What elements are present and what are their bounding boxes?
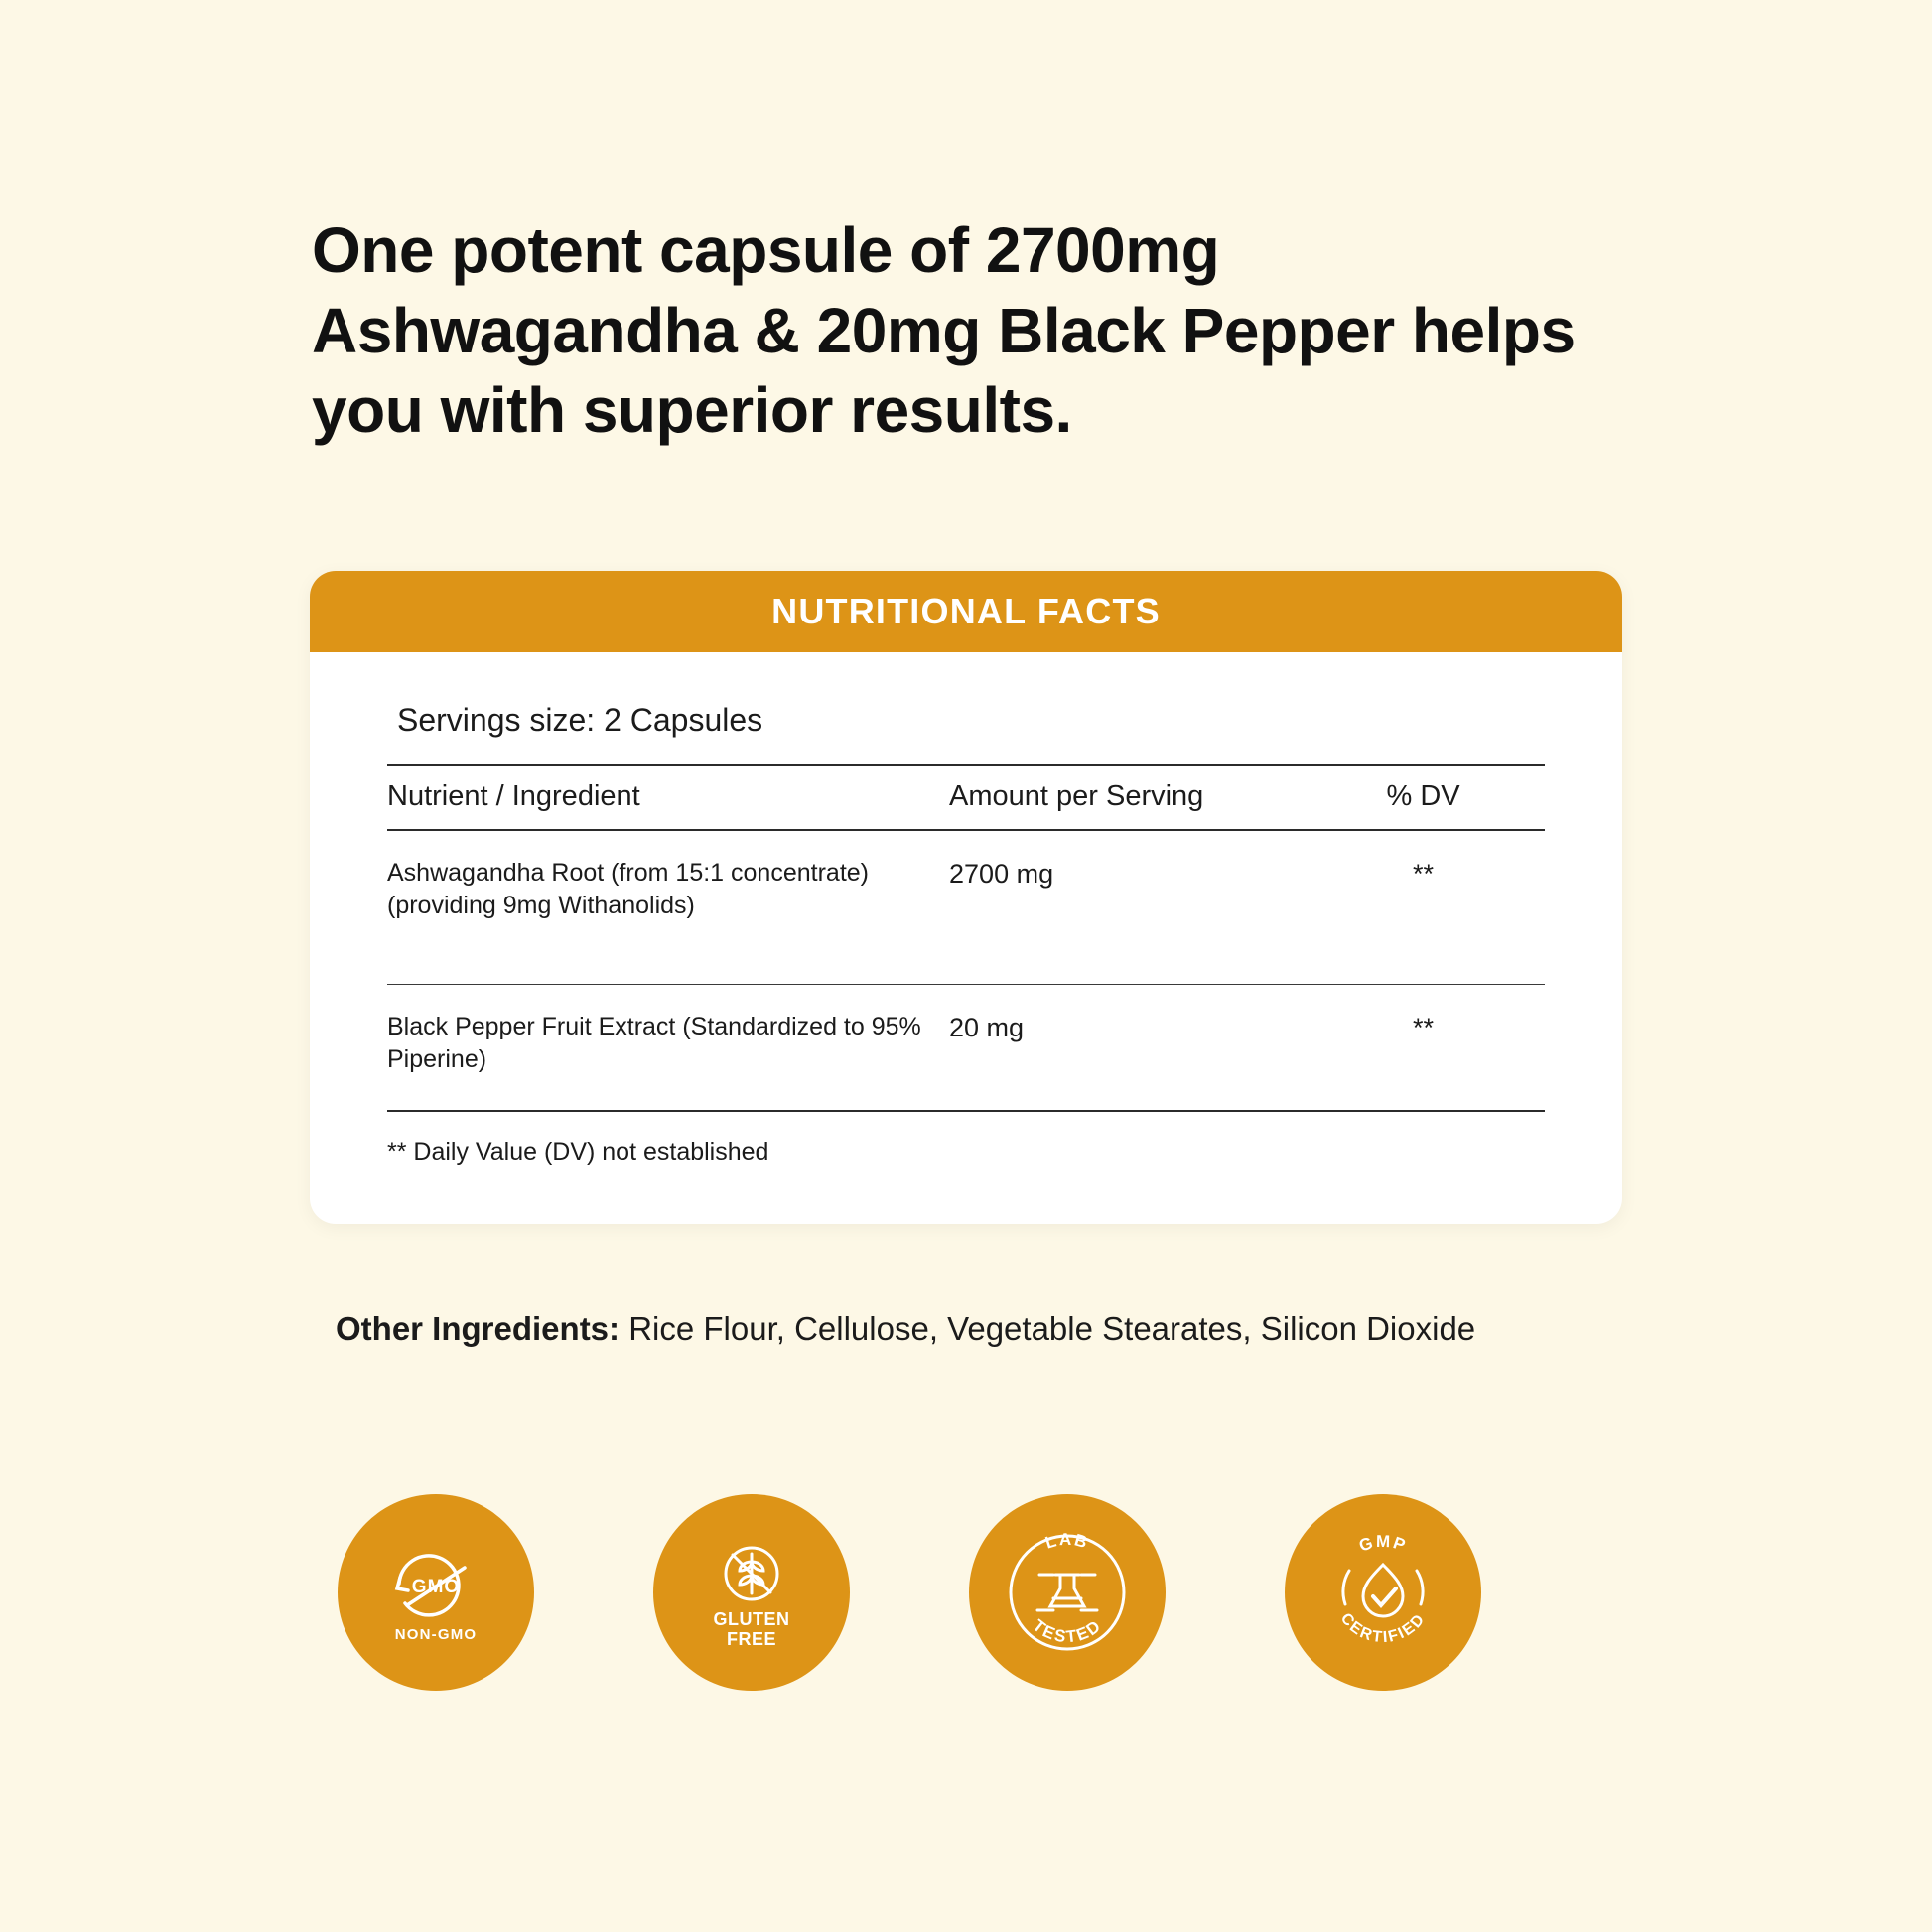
facts-card-body (310, 652, 1622, 1224)
svg-text:NON-GMO: NON-GMO (394, 1626, 478, 1643)
table-header-row (387, 765, 1545, 830)
badge-gluten-free (653, 1494, 850, 1691)
badge-non-gmo (338, 1494, 534, 1691)
nutritional-facts-card (310, 571, 1622, 1224)
other-ingredients-value: Rice Flour, Cellulose, Vegetable Stearates, Silicon Dioxide (620, 1311, 1476, 1347)
other-ingredients (336, 1307, 1626, 1353)
column-header-dv: % DV (1302, 765, 1545, 830)
svg-text:LAB: LAB (1042, 1529, 1092, 1553)
facts-card-title: NUTRITIONAL FACTS (771, 591, 1161, 631)
nutrition-table (387, 764, 1545, 1112)
gmp-certified-icon (1304, 1513, 1462, 1672)
ingredient-name: Ashwagandha Root (from 15:1 concentrate)(providing 9mg Withanolids) (387, 830, 931, 985)
svg-text:GLUTEN: GLUTEN (713, 1609, 790, 1629)
svg-text:TESTED: TESTED (1029, 1615, 1106, 1647)
svg-text:GMO: GMO (411, 1577, 461, 1597)
badge-gmp-certified (1285, 1494, 1481, 1691)
svg-text:CERTIFIED: CERTIFIED (1336, 1609, 1430, 1647)
ingredient-amount: 20 mg (931, 985, 1302, 1112)
ingredient-dv: ** (1302, 985, 1545, 1112)
lab-tested-icon (988, 1513, 1147, 1672)
other-ingredients-label: Other Ingredients: (336, 1311, 621, 1347)
serving-size-text: Servings size: 2 Capsules (397, 702, 763, 738)
table-row (387, 985, 1545, 1112)
column-header-amount: Amount per Serving (931, 765, 1302, 830)
table-row (387, 830, 1545, 985)
svg-text:GMP: GMP (1356, 1531, 1410, 1556)
ingredient-amount: 2700 mg (931, 830, 1302, 985)
non-gmo-icon (361, 1518, 510, 1667)
certification-badges (338, 1494, 1608, 1691)
page-title: One potent capsule of 2700mg Ashwagandha & 20mg Black Pepper helps you with superior results. (312, 214, 1576, 447)
facts-card-header (310, 571, 1622, 652)
ingredient-name: Black Pepper Fruit Extract (Standardized to 95% Piperine) (387, 985, 931, 1112)
svg-text:FREE: FREE (726, 1629, 777, 1649)
column-header-nutrient: Nutrient / Ingredient (387, 765, 931, 830)
daily-value-footnote: ** Daily Value (DV) not established (387, 1138, 769, 1166)
badge-lab-tested (969, 1494, 1166, 1691)
gluten-free-icon (677, 1518, 826, 1667)
ingredient-dv: ** (1302, 830, 1545, 985)
